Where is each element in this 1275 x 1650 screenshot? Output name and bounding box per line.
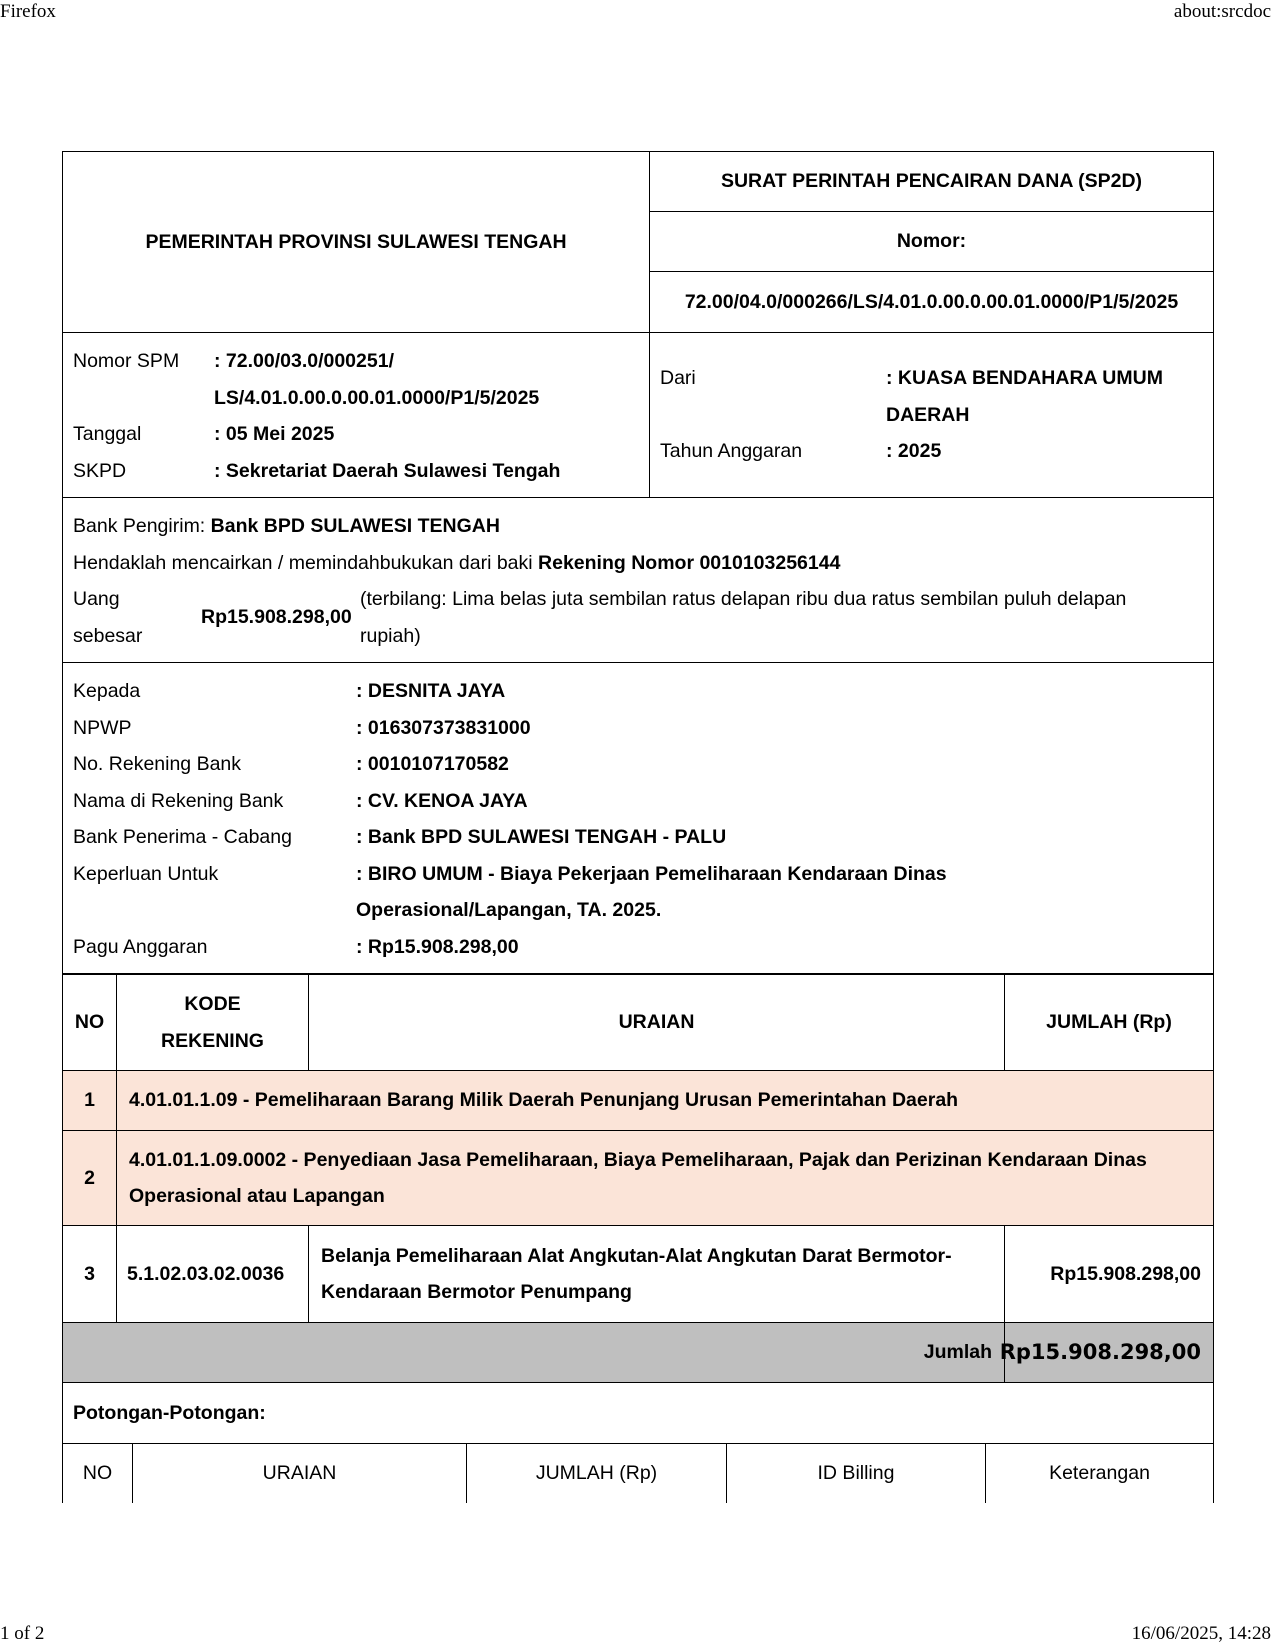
keperluan-label: Keperluan Untuk xyxy=(73,862,219,885)
table-row xyxy=(63,1131,1213,1226)
skpd-label: SKPD xyxy=(73,459,127,482)
rekening-label: No. Rekening Bank xyxy=(73,753,242,775)
tanggal-value: : 05 Mei 2025 xyxy=(214,423,335,445)
nomor-spm-label: Nomor SPM xyxy=(73,350,180,372)
nomor-spm-value-cont: LS/4.01.0.00.0.00.01.0000/P1/5/2025 xyxy=(214,386,540,409)
skpd-value: : Sekretariat Daerah Sulawesi Tengah xyxy=(214,459,561,482)
nama-rekening-label: Nama di Rekening Bank xyxy=(73,789,284,812)
bank-pengirim-label: Bank Pengirim: xyxy=(73,515,211,537)
doc-title-block xyxy=(650,152,1213,332)
keperluan-value-cont: Operasional/Lapangan, TA. 2025. xyxy=(356,899,662,921)
pot-col-id-billing: ID Billing xyxy=(727,1444,986,1503)
pot-col-no: NO xyxy=(63,1444,133,1503)
rekening-nomor: Rekening Nomor 0010103256144 xyxy=(538,551,841,574)
col-kode-header: KODE REKENING xyxy=(117,975,309,1070)
doc-header xyxy=(63,152,1213,333)
spm-info xyxy=(63,333,650,497)
kepada-value: : DESNITA JAYA xyxy=(356,680,506,702)
nomor-label: Nomor: xyxy=(650,212,1213,272)
total-value: Rp15.908.298,00 xyxy=(999,1340,1201,1365)
total-row xyxy=(63,1323,1213,1383)
row-jumlah: Rp15.908.298,00 xyxy=(1050,1262,1201,1285)
info-section xyxy=(63,333,1213,498)
col-no-header: NO xyxy=(63,975,117,1070)
bank-penerima-value: : Bank BPD SULAWESI TENGAH - PALU xyxy=(356,826,727,848)
row-text: 4.01.01.1.09 - Pemeliharaan Barang Milik Daerah Penunjang Urusan Pemerintahan Daerah xyxy=(129,1089,959,1112)
rekening-value: : 0010107170582 xyxy=(356,753,509,775)
uang-label-cont: sebesar xyxy=(73,624,143,647)
sp2d-document xyxy=(62,151,1214,1503)
print-header xyxy=(0,1,1275,23)
row-no: 1 xyxy=(63,1071,117,1130)
uang-value: Rp15.908.298,00 xyxy=(201,606,352,629)
dari-value-cont: DAERAH xyxy=(886,403,970,426)
col-jumlah-header: JUMLAH (Rp) xyxy=(1046,1011,1172,1034)
terbilang-text-cont: rupiah) xyxy=(360,624,421,647)
doc-title: SURAT PERINTAH PENCAIRAN DANA (SP2D) xyxy=(650,152,1213,212)
bank-section xyxy=(63,498,1213,663)
total-label: Jumlah xyxy=(63,1323,1005,1382)
print-datetime: 16/06/2025, 14:28 xyxy=(1131,1623,1271,1644)
hendaklah-text: Hendaklah mencairkan / memindahbukukan dari baki xyxy=(73,551,539,574)
pagu-label: Pagu Anggaran xyxy=(73,935,208,958)
tahun-label: Tahun Anggaran xyxy=(660,440,803,463)
keperluan-value: : BIRO UMUM - Biaya Pekerjaan Pemeliharaan Kendaraan Dinas xyxy=(356,862,947,885)
row-uraian: Belanja Pemeliharaan Alat Angkutan-Alat Angkutan Darat Bermotor- Kendaraan Bermotor Penumpang xyxy=(309,1226,1005,1322)
row-no: 2 xyxy=(63,1131,117,1225)
dari-info xyxy=(650,333,1213,497)
page-count: 1 of 2 xyxy=(0,1623,45,1644)
potongan-table-header xyxy=(63,1443,1213,1503)
nomor-value: 72.00/04.0/000266/LS/4.01.0.00.0.00.01.0000/P1/5/2025 xyxy=(684,290,1179,313)
nama-rekening-value: : CV. KENOA JAYA xyxy=(356,789,528,812)
pot-col-uraian: URAIAN xyxy=(133,1444,467,1503)
row-kode: 5.1.02.03.02.0036 xyxy=(117,1226,309,1322)
npwp-label: NPWP xyxy=(73,716,132,739)
uang-row xyxy=(73,581,1203,654)
dari-label: Dari xyxy=(660,367,696,390)
dari-value: : KUASA BENDAHARA UMUM xyxy=(886,367,1163,390)
pot-col-jumlah: JUMLAH (Rp) xyxy=(467,1444,727,1503)
table-row xyxy=(63,1071,1213,1131)
pagu-value: : Rp15.908.298,00 xyxy=(356,935,519,958)
bank-penerima-label: Bank Penerima - Cabang xyxy=(73,826,292,848)
browser-title: Firefox xyxy=(0,1,56,22)
print-footer xyxy=(0,1623,1275,1645)
uang-label: Uang xyxy=(73,588,120,610)
kepada-section xyxy=(63,663,1213,974)
potongan-title: Potongan-Potongan: xyxy=(73,1401,266,1424)
table-header xyxy=(63,974,1213,1071)
row-no: 3 xyxy=(63,1226,117,1322)
pot-col-keterangan: Keterangan xyxy=(1049,1462,1150,1485)
terbilang-text: (terbilang: Lima belas juta sembilan ratus delapan ribu dua ratus sembilan puluh delapan xyxy=(360,588,1127,610)
table-row xyxy=(63,1226,1213,1323)
gov-name: PEMERINTAH PROVINSI SULAWESI TENGAH xyxy=(63,152,650,332)
tahun-value: : 2025 xyxy=(886,440,942,463)
row-text: 4.01.01.1.09.0002 - Penyediaan Jasa Pemeliharaan, Biaya Pemeliharaan, Pajak dan Perizinan Kendaraan Dinas Operasional atau Lapangan xyxy=(129,1148,1147,1207)
npwp-value: : 016307373831000 xyxy=(356,716,531,739)
kepada-label: Kepada xyxy=(73,680,141,702)
bank-pengirim-value: Bank BPD SULAWESI TENGAH xyxy=(210,515,500,537)
tanggal-label: Tanggal xyxy=(73,423,142,445)
col-uraian-header: URAIAN xyxy=(309,975,1005,1070)
browser-url: about:srcdoc xyxy=(1173,1,1271,22)
nomor-spm-value: : 72.00/03.0/000251/ xyxy=(214,350,394,372)
